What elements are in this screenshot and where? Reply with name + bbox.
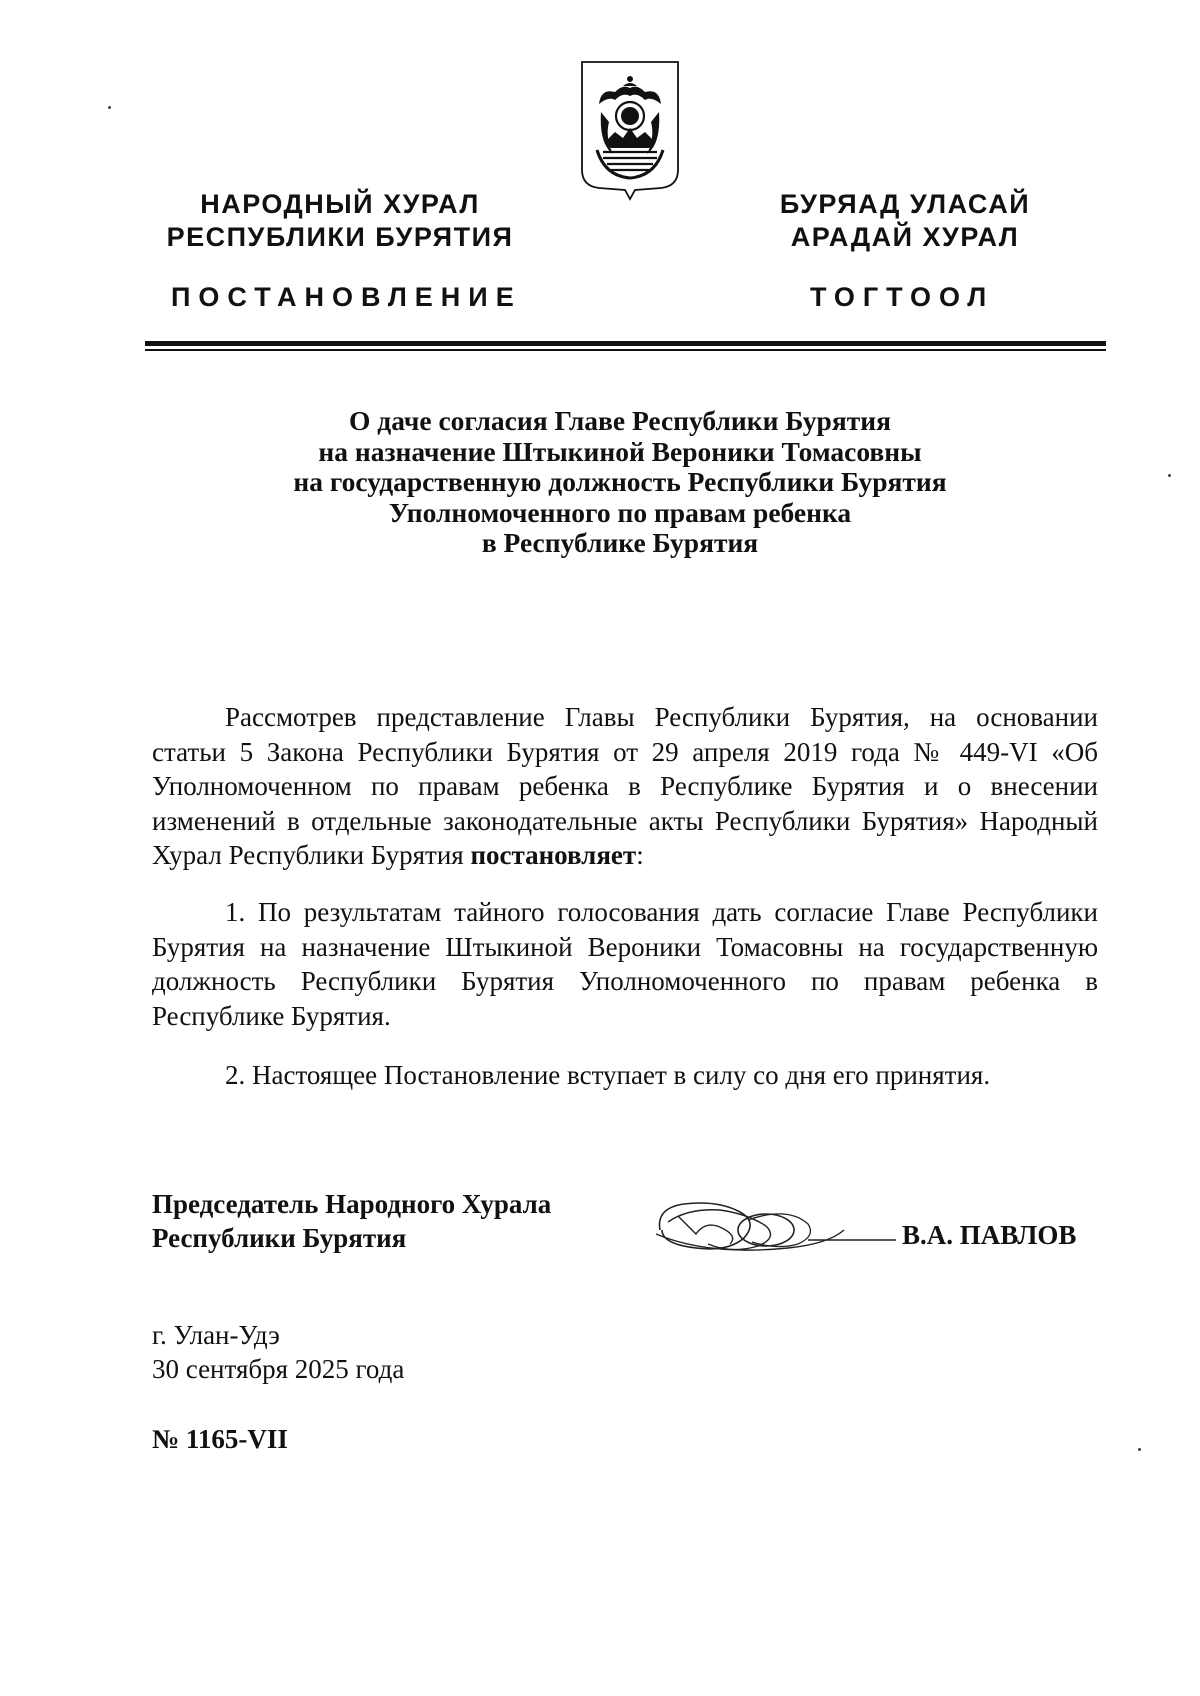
parliament-name-ru [140, 188, 540, 254]
header-divider-thick [145, 341, 1106, 346]
date: 30 сентября 2025 года [152, 1354, 405, 1384]
document-title [180, 406, 1060, 559]
clause-1-paragraph: 1. По результатам тайного голосования дать согласие Главе Республики Бурятия на назначение Штыкиной Вероники Томасовны на государственную должность Республики Бурятия Уполномоченного по правам ребенка в Республике Бурятия. [152, 897, 1098, 1031]
title-line: Уполномоченного по правам ребенка [388, 496, 852, 528]
clause-2-paragraph: 2. Настоящее Постановление вступает в силу со дня его принятия. [225, 1060, 991, 1090]
document-number: № 1165-VII [152, 1424, 288, 1454]
title-line: на государственную должность Республики Бурятия [293, 466, 947, 497]
preamble-text: Рассмотрев представление Главы Республики Бурятия, на основании статьи 5 Закона Республики Бурятия от 29 апреля 2019 года № 449-VI «Об Уполномоченном по правам ребенка в Республике Бурятия и о внесении изменений в отдельные законодательные акты Республики Бурятия» Народный Хурал Республики Бурятия [152, 702, 1098, 870]
title-line: на назначение Штыкиной Вероники Томасовны [318, 435, 922, 467]
scan-speck [1138, 1448, 1141, 1451]
resolves-keyword: постановляет [470, 840, 637, 870]
parliament-name-bua [745, 188, 1065, 254]
document-type-bua: ТОГТООЛ [810, 282, 995, 312]
title-line: О даче согласия Главе Республики Бурятия [349, 405, 891, 436]
parliament-name-bua-line2: АРАДАЙ ХУРАЛ [790, 222, 1020, 252]
place-and-date [152, 1318, 404, 1386]
coat-of-arms-icon [579, 58, 681, 204]
title-line: в Республике Бурятия [481, 527, 759, 558]
parliament-name-bua-line1: БУРЯАД УЛАСАЙ [779, 189, 1031, 219]
city: г. Улан-Удэ [152, 1320, 280, 1350]
signatory-position [152, 1187, 551, 1255]
signatory-position-line1: Председатель Народного Хурала [152, 1189, 552, 1219]
scan-speck [108, 106, 111, 109]
document-type-ru: ПОСТАНОВЛЕНИЕ [171, 282, 522, 312]
signatory-name: В.А. ПАВЛОВ [902, 1220, 1077, 1250]
scan-speck [1168, 474, 1171, 477]
preamble-paragraph [152, 700, 1098, 873]
header-divider-thin [145, 349, 1106, 351]
parliament-name-ru-line2: РЕСПУБЛИКИ БУРЯТИЯ [166, 222, 514, 252]
signatory-position-line2: Республики Бурятия [152, 1223, 407, 1253]
parliament-name-ru-line1: НАРОДНЫЙ ХУРАЛ [200, 189, 480, 219]
preamble-colon: : [636, 840, 644, 870]
handwritten-signature-icon [648, 1190, 898, 1260]
